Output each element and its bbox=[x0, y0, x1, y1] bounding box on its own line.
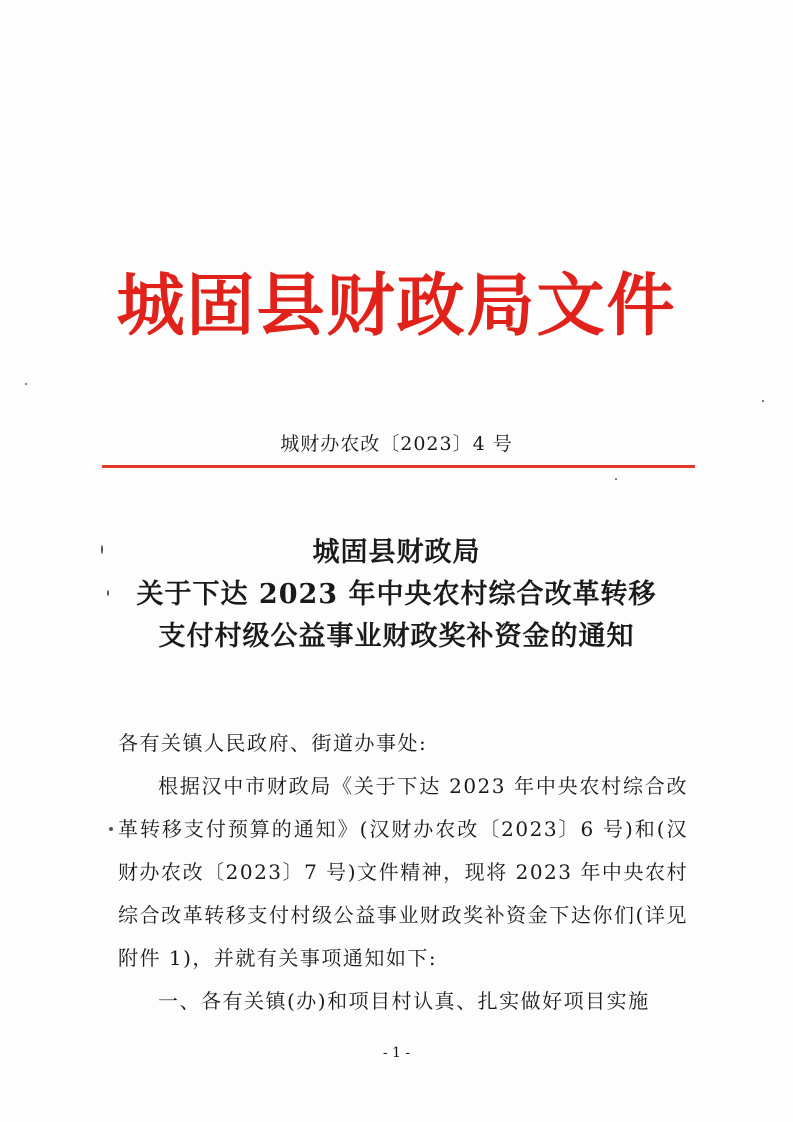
red-separator-line bbox=[102, 465, 695, 468]
scan-speck bbox=[101, 545, 103, 554]
title-line-3: 支付村级公益事业财政奖补资金的通知 bbox=[158, 621, 635, 652]
scan-speck bbox=[615, 478, 617, 480]
body-paragraph-2: 一、各有关镇(办)和项目村认真、扎实做好项目实施 bbox=[158, 989, 650, 1013]
scan-speck bbox=[107, 590, 109, 596]
title-line-1: 城固县财政局 bbox=[312, 537, 481, 568]
issuer-header: 城固县财政局文件 bbox=[116, 267, 677, 346]
body-text bbox=[118, 722, 688, 1023]
title-line-2: 关于下达 2023 年中央农村综合改革转移 bbox=[136, 579, 657, 610]
scan-speck bbox=[109, 827, 113, 831]
page-number: - 1 - bbox=[382, 1045, 411, 1061]
document-number: 城财办农改〔2023〕4 号 bbox=[280, 433, 513, 455]
scan-speck bbox=[762, 400, 764, 402]
notice-title bbox=[0, 532, 793, 658]
body-paragraph-1: 根据汉中市财政局《关于下达 2023 年中央农村综合改革转移支付预算的通知》(汉财办农改〔2023〕6 号)和(汉财办农改〔2023〕7 号)文件精神，现将 2023 年中央农村综合改革转移支付村级公益事业财政奖补资金下达你们(详见附件 1)，并就有关事项通知如下: bbox=[118, 774, 688, 970]
salutation: 各有关镇人民政府、街道办事处: bbox=[118, 731, 428, 755]
scan-speck bbox=[25, 383, 27, 385]
